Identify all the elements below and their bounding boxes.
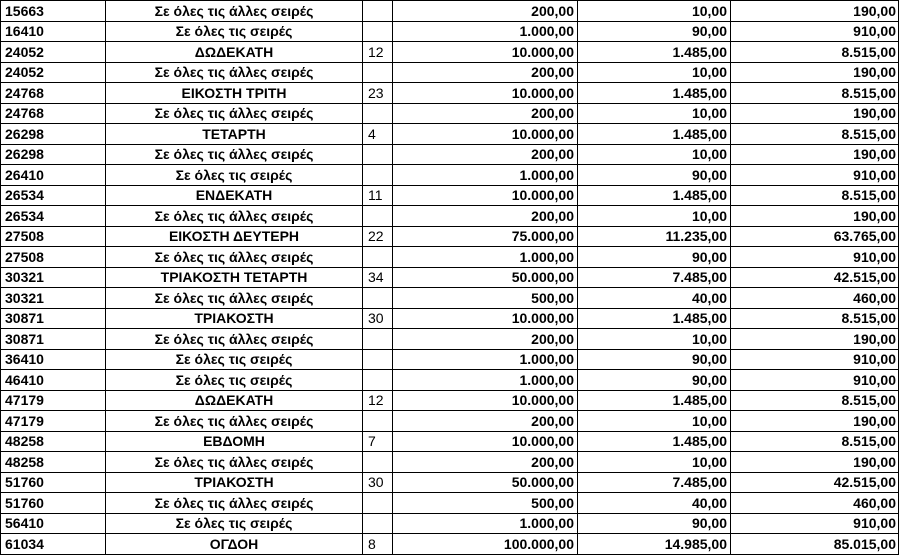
ticket-number-cell: 24768	[1, 104, 106, 124]
gross-amount-cell: 200,00	[393, 411, 578, 431]
net-amount-cell: 910,00	[731, 370, 899, 390]
tax-amount-cell: 10,00	[578, 329, 731, 349]
series-cell: Σε όλες τις άλλες σειρές	[106, 452, 363, 472]
ticket-number-cell: 30321	[1, 268, 106, 288]
table-row	[1, 329, 899, 350]
gross-amount-cell: 10.000,00	[393, 83, 578, 103]
series-number-cell	[363, 22, 393, 42]
table-row	[1, 104, 899, 125]
gross-amount-cell: 200,00	[393, 63, 578, 83]
tax-amount-cell: 90,00	[578, 165, 731, 185]
ticket-number-cell: 51760	[1, 493, 106, 513]
net-amount-cell: 910,00	[731, 22, 899, 42]
net-amount-cell: 85.015,00	[731, 534, 899, 554]
gross-amount-cell: 10.000,00	[393, 432, 578, 452]
tax-amount-cell: 10,00	[578, 411, 731, 431]
ticket-number-cell: 26534	[1, 206, 106, 226]
gross-amount-cell: 10.000,00	[393, 42, 578, 62]
net-amount-cell: 8.515,00	[731, 186, 899, 206]
gross-amount-cell: 10.000,00	[393, 186, 578, 206]
gross-amount-cell: 500,00	[393, 493, 578, 513]
ticket-number-cell: 48258	[1, 452, 106, 472]
tax-amount-cell: 10,00	[578, 1, 731, 21]
net-amount-cell: 42.515,00	[731, 473, 899, 493]
ticket-number-cell: 26534	[1, 186, 106, 206]
net-amount-cell: 910,00	[731, 514, 899, 534]
net-amount-cell: 8.515,00	[731, 124, 899, 144]
table-row	[1, 145, 899, 166]
ticket-number-cell: 15663	[1, 1, 106, 21]
table-row	[1, 1, 899, 22]
gross-amount-cell: 500,00	[393, 288, 578, 308]
ticket-number-cell: 26410	[1, 165, 106, 185]
table-row	[1, 186, 899, 207]
series-number-cell: 12	[363, 391, 393, 411]
ticket-number-cell: 30321	[1, 288, 106, 308]
table-row	[1, 452, 899, 473]
series-cell: Σε όλες τις άλλες σειρές	[106, 247, 363, 267]
table-row	[1, 309, 899, 330]
ticket-number-cell: 51760	[1, 473, 106, 493]
series-number-cell	[363, 104, 393, 124]
tax-amount-cell: 1.485,00	[578, 391, 731, 411]
gross-amount-cell: 75.000,00	[393, 227, 578, 247]
table-row	[1, 534, 899, 555]
series-cell: Σε όλες τις άλλες σειρές	[106, 145, 363, 165]
tax-amount-cell: 1.485,00	[578, 432, 731, 452]
gross-amount-cell: 1.000,00	[393, 514, 578, 534]
table-row	[1, 124, 899, 145]
gross-amount-cell: 1.000,00	[393, 165, 578, 185]
series-number-cell: 30	[363, 473, 393, 493]
series-number-cell	[363, 514, 393, 534]
table-row	[1, 22, 899, 43]
series-cell: Σε όλες τις σειρές	[106, 370, 363, 390]
series-cell: ΟΓΔΟΗ	[106, 534, 363, 554]
series-cell: Σε όλες τις σειρές	[106, 350, 363, 370]
gross-amount-cell: 1.000,00	[393, 22, 578, 42]
table-row	[1, 411, 899, 432]
gross-amount-cell: 200,00	[393, 206, 578, 226]
ticket-number-cell: 61034	[1, 534, 106, 554]
series-number-cell	[363, 145, 393, 165]
ticket-number-cell: 56410	[1, 514, 106, 534]
series-number-cell	[363, 411, 393, 431]
tax-amount-cell: 40,00	[578, 493, 731, 513]
ticket-number-cell: 46410	[1, 370, 106, 390]
tax-amount-cell: 1.485,00	[578, 186, 731, 206]
ticket-number-cell: 27508	[1, 227, 106, 247]
net-amount-cell: 910,00	[731, 350, 899, 370]
tax-amount-cell: 10,00	[578, 145, 731, 165]
tax-amount-cell: 90,00	[578, 350, 731, 370]
series-cell: ΕΙΚΟΣΤΗ ΤΡΙΤΗ	[106, 83, 363, 103]
series-number-cell	[363, 493, 393, 513]
gross-amount-cell: 10.000,00	[393, 391, 578, 411]
net-amount-cell: 460,00	[731, 288, 899, 308]
table-row	[1, 83, 899, 104]
net-amount-cell: 8.515,00	[731, 83, 899, 103]
table-row	[1, 350, 899, 371]
table-row	[1, 432, 899, 453]
series-cell: ΕΒΔΟΜΗ	[106, 432, 363, 452]
gross-amount-cell: 10.000,00	[393, 124, 578, 144]
series-number-cell	[363, 1, 393, 21]
ticket-number-cell: 27508	[1, 247, 106, 267]
ticket-number-cell: 30871	[1, 329, 106, 349]
net-amount-cell: 8.515,00	[731, 391, 899, 411]
net-amount-cell: 190,00	[731, 104, 899, 124]
series-cell: Σε όλες τις άλλες σειρές	[106, 411, 363, 431]
tax-amount-cell: 7.485,00	[578, 473, 731, 493]
gross-amount-cell: 1.000,00	[393, 350, 578, 370]
series-cell: ΤΡΙΑΚΟΣΤΗ	[106, 473, 363, 493]
series-number-cell	[363, 63, 393, 83]
series-number-cell	[363, 350, 393, 370]
ticket-number-cell: 26298	[1, 145, 106, 165]
net-amount-cell: 42.515,00	[731, 268, 899, 288]
series-number-cell: 4	[363, 124, 393, 144]
series-cell: Σε όλες τις άλλες σειρές	[106, 206, 363, 226]
net-amount-cell: 190,00	[731, 63, 899, 83]
net-amount-cell: 8.515,00	[731, 309, 899, 329]
tax-amount-cell: 7.485,00	[578, 268, 731, 288]
series-number-cell	[363, 329, 393, 349]
net-amount-cell: 63.765,00	[731, 227, 899, 247]
net-amount-cell: 190,00	[731, 1, 899, 21]
series-number-cell: 11	[363, 186, 393, 206]
ticket-number-cell: 36410	[1, 350, 106, 370]
ticket-number-cell: 24052	[1, 63, 106, 83]
series-cell: Σε όλες τις σειρές	[106, 165, 363, 185]
series-number-cell: 22	[363, 227, 393, 247]
table-row	[1, 227, 899, 248]
ticket-number-cell: 30871	[1, 309, 106, 329]
series-number-cell: 8	[363, 534, 393, 554]
tax-amount-cell: 1.485,00	[578, 83, 731, 103]
tax-amount-cell: 90,00	[578, 370, 731, 390]
series-number-cell: 34	[363, 268, 393, 288]
gross-amount-cell: 50.000,00	[393, 473, 578, 493]
tax-amount-cell: 1.485,00	[578, 124, 731, 144]
net-amount-cell: 190,00	[731, 452, 899, 472]
tax-amount-cell: 1.485,00	[578, 42, 731, 62]
table-row	[1, 391, 899, 412]
tax-amount-cell: 1.485,00	[578, 309, 731, 329]
series-cell: Σε όλες τις άλλες σειρές	[106, 493, 363, 513]
series-number-cell	[363, 288, 393, 308]
series-cell: Σε όλες τις άλλες σειρές	[106, 104, 363, 124]
ticket-number-cell: 26298	[1, 124, 106, 144]
series-number-cell: 23	[363, 83, 393, 103]
net-amount-cell: 910,00	[731, 247, 899, 267]
table-row	[1, 42, 899, 63]
gross-amount-cell: 200,00	[393, 1, 578, 21]
net-amount-cell: 190,00	[731, 206, 899, 226]
series-cell: Σε όλες τις σειρές	[106, 22, 363, 42]
series-cell: ΕΙΚΟΣΤΗ ΔΕΥΤΕΡΗ	[106, 227, 363, 247]
series-number-cell	[363, 165, 393, 185]
gross-amount-cell: 200,00	[393, 452, 578, 472]
tax-amount-cell: 10,00	[578, 63, 731, 83]
series-cell: ΕΝΔΕΚΑΤΗ	[106, 186, 363, 206]
series-cell: Σε όλες τις άλλες σειρές	[106, 1, 363, 21]
table-row	[1, 473, 899, 494]
tax-amount-cell: 11.235,00	[578, 227, 731, 247]
ticket-number-cell: 48258	[1, 432, 106, 452]
net-amount-cell: 190,00	[731, 145, 899, 165]
table-row	[1, 165, 899, 186]
table-row	[1, 63, 899, 84]
tax-amount-cell: 90,00	[578, 247, 731, 267]
series-cell: Σε όλες τις άλλες σειρές	[106, 288, 363, 308]
net-amount-cell: 190,00	[731, 329, 899, 349]
series-number-cell	[363, 247, 393, 267]
tax-amount-cell: 10,00	[578, 104, 731, 124]
series-number-cell: 12	[363, 42, 393, 62]
tax-amount-cell: 14.985,00	[578, 534, 731, 554]
series-number-cell: 30	[363, 309, 393, 329]
table-row	[1, 288, 899, 309]
series-cell: ΔΩΔΕΚΑΤΗ	[106, 42, 363, 62]
series-cell: ΤΡΙΑΚΟΣΤΗ	[106, 309, 363, 329]
series-cell: ΤΕΤΑΡΤΗ	[106, 124, 363, 144]
net-amount-cell: 910,00	[731, 165, 899, 185]
table-row	[1, 514, 899, 535]
gross-amount-cell: 200,00	[393, 145, 578, 165]
table-row	[1, 268, 899, 289]
gross-amount-cell: 100.000,00	[393, 534, 578, 554]
series-number-cell	[363, 452, 393, 472]
table-row	[1, 493, 899, 514]
tax-amount-cell: 90,00	[578, 514, 731, 534]
ticket-number-cell: 47179	[1, 391, 106, 411]
series-cell: Σε όλες τις άλλες σειρές	[106, 329, 363, 349]
tax-amount-cell: 90,00	[578, 22, 731, 42]
net-amount-cell: 460,00	[731, 493, 899, 513]
gross-amount-cell: 1.000,00	[393, 247, 578, 267]
tax-amount-cell: 40,00	[578, 288, 731, 308]
table-row	[1, 206, 899, 227]
ticket-number-cell: 24052	[1, 42, 106, 62]
gross-amount-cell: 10.000,00	[393, 309, 578, 329]
net-amount-cell: 8.515,00	[731, 42, 899, 62]
table-row	[1, 247, 899, 268]
ticket-number-cell: 16410	[1, 22, 106, 42]
series-cell: ΤΡΙΑΚΟΣΤΗ ΤΕΤΑΡΤΗ	[106, 268, 363, 288]
net-amount-cell: 190,00	[731, 411, 899, 431]
series-cell: ΔΩΔΕΚΑΤΗ	[106, 391, 363, 411]
gross-amount-cell: 200,00	[393, 329, 578, 349]
series-number-cell	[363, 206, 393, 226]
ticket-number-cell: 24768	[1, 83, 106, 103]
ticket-number-cell: 47179	[1, 411, 106, 431]
series-cell: Σε όλες τις άλλες σειρές	[106, 63, 363, 83]
gross-amount-cell: 50.000,00	[393, 268, 578, 288]
series-cell: Σε όλες τις σειρές	[106, 514, 363, 534]
gross-amount-cell: 1.000,00	[393, 370, 578, 390]
net-amount-cell: 8.515,00	[731, 432, 899, 452]
series-number-cell: 7	[363, 432, 393, 452]
gross-amount-cell: 200,00	[393, 104, 578, 124]
series-number-cell	[363, 370, 393, 390]
tax-amount-cell: 10,00	[578, 452, 731, 472]
table-row	[1, 370, 899, 391]
tax-amount-cell: 10,00	[578, 206, 731, 226]
